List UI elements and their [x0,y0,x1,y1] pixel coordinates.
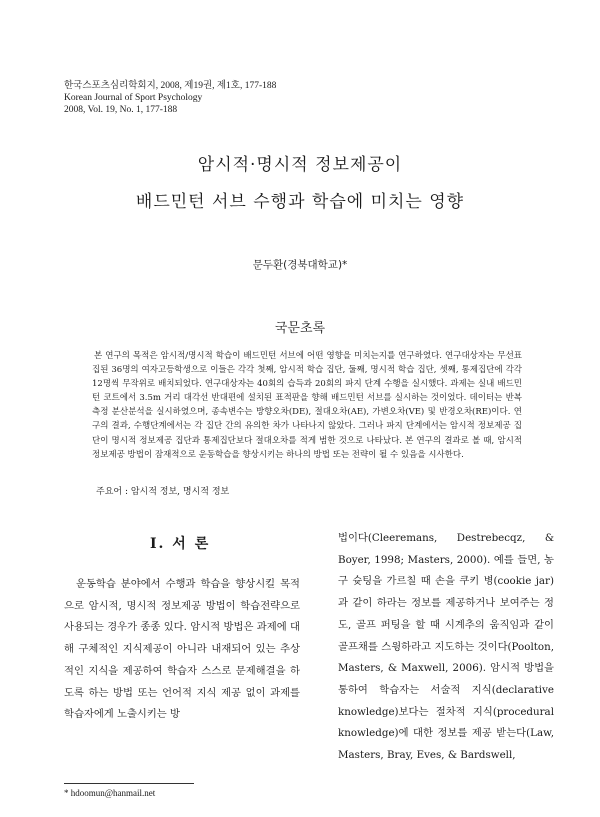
author-affiliation: 문두환(경북대학교)* [252,259,348,271]
footnote-divider [64,783,194,784]
journal-korean-citation: 한국스포츠심리학회지, 2008, 제19권, 제1호, 177-188 [64,81,277,91]
body-column-right: 법이다(Cleeremans, Destrebecqz, & Boyer, 1998; Masters, 2000). 예를 들면, 농구 슛팅을 가르칠 때 손을 쿠키 병(cookie jar)과 같이 하라는 정보를 제공하거나 보여주는 정도, 골프 퍼팅을 할 때 시계추의 움직임과 같이 골프채를 스윙하라고 지도하는 것이다(Poolton, Masters, & Maxwell, 2006). 암시적 방법을 통하여 학습자는 서술적 지식(declarative knowledge)보다는 절차적 지식(procedural knowledge)에 대한 정보를 제공 받는다(Law, Masters, Bray, Eves, & Bardswell, [338,532,554,762]
abstract-body: 본 연구의 목적은 암시적/명시적 학습이 배드민턴 서브에 어떤 영향을 미치는지를 연구하였다. 연구대상자는 무선표집된 36명의 여자고등학생으로 이들은 각각 첫째, 암시적 학습 집단, 둘째, 명시적 학습 집단, 셋째, 통제집단에 각각 12명씩 무작위로 배치되었다. 연구대상자는 40회의 습득과 20회의 파지 단계 수행을 실시했다. 과제는 실내 배드민턴 코트에서 3.5m 거리 대각선 반대편에 설치된 표적판을 향해 배드민턴 서브를 실시하는 것이었다. 데이터는 반복측정 분산분석을 실시하였으며, 종속변수는 방향오차(DE), 절대오차(AE), 가변오차(VE) 및 반경오차(RE)이다. 연구의 결과, 수행단계에서는 각 집단 간의 유의한 차가 나타나지 않았다. 그러나 파지 단계에서는 암시적 정보제공 집단이 명시적 정보제공 집단과 통제집단보다 절대오차를 적게 범한 것으로 나타났다. 본 연구의 결과로 볼 때, 암시적 정보제공 방법이 잠재적으로 운동학습을 향상시키는 하나의 방법 또는 전략이 될 수 있음을 시사한다. [92,351,522,460]
section-heading-introduction: Ⅰ. 서 론 [150,536,211,552]
paper-title-line-1: 암시적·명시적 정보제공이 [197,155,403,175]
journal-english-name: Korean Journal of Sport Psychology [64,93,203,103]
journal-english-citation: 2008, Vol. 19, No. 1, 177-188 [64,105,178,115]
journal-header [64,80,276,116]
abstract-heading: 국문초록 [274,321,326,336]
author-email-footnote: * hdoomun@hanmail.net [64,788,156,798]
keywords: 주요어 : 암시적 정보, 명시적 정보 [96,487,230,497]
paper-title-line-2: 배드민턴 서브 수행과 학습에 미치는 영향 [135,192,465,212]
body-column-left: 운동학습 분야에서 수행과 학습을 향상시킬 목적으로 암시적, 명시적 정보제공 방법이 학습전략으로 사용되는 경우가 종종 있다. 암시적 방법은 과제에 대해 구체적인 지식제공이 아니라 내재되어 있는 추상적인 지식을 제공하여 학습자 스스로 문제해결을 하도록 하는 방법 또는 언어적 지식 제공 없이 과제를 학습자에게 노출시키는 방 [64,578,300,721]
